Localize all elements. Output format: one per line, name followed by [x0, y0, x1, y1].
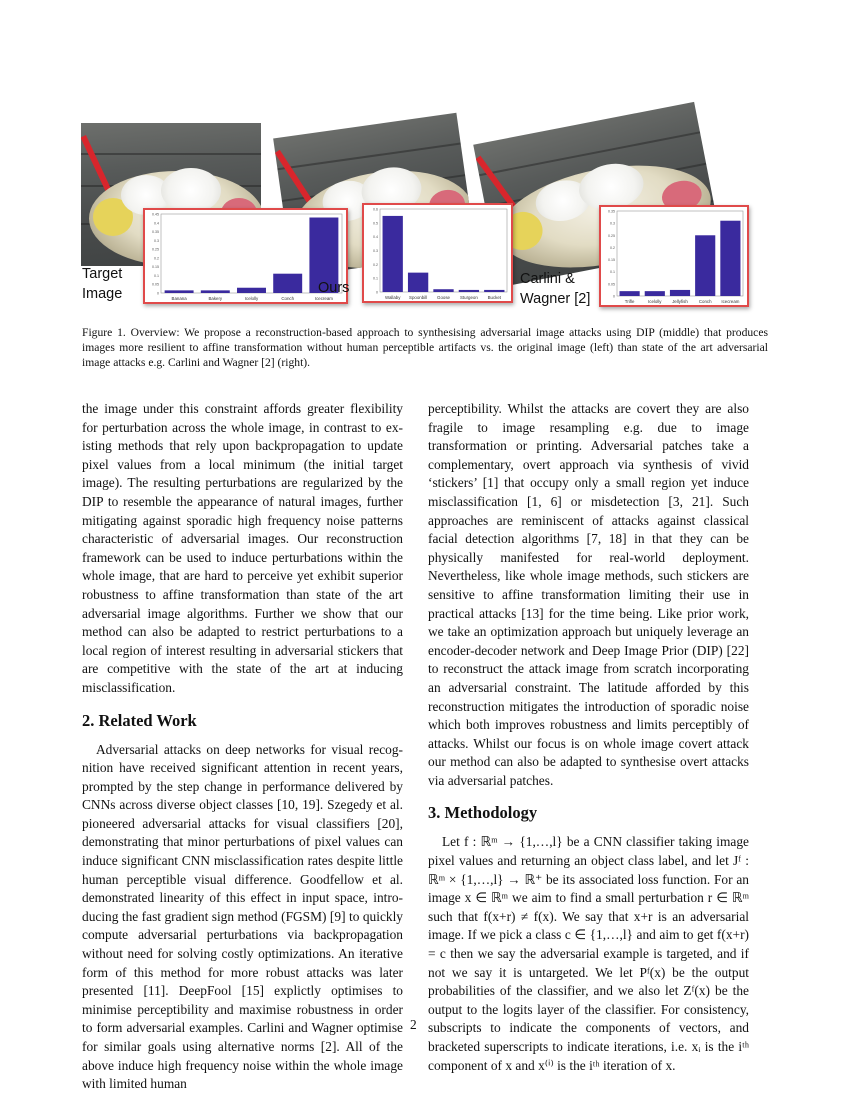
bar-trifle [620, 291, 640, 296]
bar-banana [165, 290, 194, 293]
bar-icelolly [645, 291, 665, 296]
ours-label: Ours [318, 280, 350, 296]
y-tick-label: 0.3 [373, 249, 378, 253]
section-heading-methodology: 3. Methodology [428, 803, 538, 823]
page-number: 2 [410, 1017, 417, 1032]
x-tick-label: Icecream [314, 296, 333, 301]
y-tick-label: 0 [376, 290, 378, 295]
y-tick-label: 0.4 [373, 235, 378, 240]
y-tick-label: 0.3 [610, 221, 615, 226]
y-tick-label: 0 [613, 294, 615, 299]
y-tick-label: 0.05 [152, 282, 159, 287]
x-tick-label: Icelolly [648, 299, 662, 304]
bar-bakery [201, 290, 230, 293]
related-work-paragraph: Adversarial attacks on deep networks for visual recognition have received significant attention in recent years, prompted by the step change in performance delivered by CNNs across diverse object classes [10, 19]. Szegedy et al. pioneered adversarial attacks for visual classifiers [20], demonstrating that minor perturbations of pixel values can induce significant CNN misclassification rates despite little human perceptible visual difference. Goodfellow et al. demonstrated linearity of this effect in input space, introducing the fast gradient sign method (FGSM) [9] to quickly compute adversarial perturbations via backpropagation without need for solving costly optimizations. An iterative form of this method for more robust attacks was later presented [11]. DeepFool [15] explictly optimises to minimise perceptibility and maximise robustness in order to form adversarial examples. Carlini and Wagner optimise for similar goals using alternative norms [2]. All of the above induce high frequency noise within the whole image with limited human [82, 741, 403, 1092]
y-tick-label: 0.05 [608, 282, 615, 287]
carlini-probability-chart [599, 205, 749, 307]
bar-conch [273, 274, 302, 293]
y-tick-label: 0.25 [608, 233, 615, 238]
y-tick-label: 0.3 [154, 238, 159, 243]
y-tick-label: 0.25 [152, 247, 159, 252]
bar-jellyfish [670, 290, 690, 296]
x-tick-label: Spoonbill [409, 295, 428, 300]
y-tick-label: 0.2 [610, 245, 615, 250]
right-column [428, 400, 749, 1075]
bar-conch [695, 235, 715, 296]
y-tick-label: 0.6 [373, 207, 378, 212]
x-tick-label: Conch [698, 299, 712, 304]
y-tick-label: 0.15 [152, 265, 159, 270]
y-tick-label: 0 [157, 291, 159, 296]
y-tick-label: 0.1 [610, 270, 615, 275]
x-tick-label: Wallaby [384, 295, 401, 300]
bar-goose [433, 289, 453, 292]
x-tick-label: Bakery [208, 296, 223, 301]
ours-probability-chart [362, 203, 513, 303]
y-tick-label: 0.2 [154, 256, 159, 261]
y-tick-label: 0.1 [373, 276, 378, 281]
bar-icelolly [237, 288, 266, 293]
bar-wallaby [383, 216, 403, 292]
y-tick-label: 0.5 [373, 221, 378, 226]
related-work-paragraph-cont: perceptibility. Whilst the attacks are covert they are also fragile to image resampling e.g. due to image transformation or printing. Adversarial patches take a complementary, overt approach via synthesis of vivid ‘stickers’ [1] that occupy only a small region yet induce misclassification [1, 6] or misdetection [3, 21]. Such approaches are reminiscent of attacks against classical facial detection algorithms [7, 18] in that they can be physically manifested for real-world deployment. Nevertheless, like whole image methods, such stickers are sensitive to affine transformation limiting their use in practical attacks [13] for the time being. Like prior work, we take an optimization approach but uniquely leverage an encoder-decoder network and Deep Image Prior (DIP) [22] to reconstruct the attack image from scratch incorporating an adversarial constraint. The latitude afforded by this reconstruction mitigates the introduction of sporadic noise which both improves robustness and limits perceptibly of attacks. Whilst our focus is on whole image covert attack our method can also be adapted to synthesise overt attacks via adversarial patches. [428, 401, 749, 788]
y-tick-label: 0.2 [373, 262, 378, 267]
section-heading-related-work: 2. Related Work [82, 710, 197, 730]
x-tick-label: Icelolly [244, 296, 259, 301]
y-tick-label: 0.45 [152, 212, 159, 217]
methodology-paragraph: Let f : ℝᵐ → {1,…,l} be a CNN classifier taking image pixel values and returning an object class label, and let Jᶠ : ℝᵐ × {1,…,l} → ℝ⁺ be its associated loss function. For an image x ∈ ℝᵐ we aim to find a small perturbation r ∈ ℝᵐ such that f(x+r) ≠ f(x). We say that x+r is an adversarial image. If we pick a class c ∈ {1,…,l} and aim to get f(x+r) = c then we say the adversarial example is targeted, and if not we say it is untargeted. We let Pᶠ(x) be the output probabilities of the classifier, and we also let Zᶠ(x) be the output to the logits layer of the classifier. For consistency, subscripts to indicate the components of vectors, and bracketed superscripts to indicate iterations, i.e. xᵢ is the iᵗʰ component of x and x⁽ⁱ⁾ is the iᵗʰ iteration of x. [428, 834, 749, 1073]
y-tick-label: 0.35 [608, 209, 615, 214]
x-tick-label: Jellyfish [672, 299, 688, 304]
x-tick-label: Bucket [487, 295, 502, 300]
x-tick-label: Trifle [624, 299, 635, 304]
y-tick-label: 0.1 [154, 273, 159, 278]
carlini-label: Carlini & Wagner [2] [520, 271, 591, 307]
x-tick-label: Sturgeon [459, 295, 478, 300]
x-tick-label: Banana [171, 296, 187, 301]
bar-bucket [484, 290, 504, 292]
target-image-label: Target Image [82, 266, 123, 302]
left-column [82, 400, 403, 1094]
x-tick-label: Goose [437, 295, 450, 300]
y-tick-label: 0.4 [154, 221, 159, 226]
bar-spoonbill [408, 273, 428, 292]
figure-caption: Figure 1. Overview: We propose a reconstruction-based approach to synthesising adversarial image attacks using DIP (middle) that produces images more resilient to affine transformation without human perceptible artifacts vs. the original image (left) than state of the art adversarial image attacks e.g. Carlini and Wagner [2] (right). [82, 326, 768, 369]
intro-paragraph-end: the image under this constraint affords greater flexibility for perturbation across the whole image, in contrast to existing methods that rely upon backpropagation to update pixel values from a local minimum (the initial target image). The resulting perturbations are regularized by the DIP to resemble the appearance of natural images, further mitigating against sporadic high frequency noise patterns characteristic of adversarial images. Our reconstruction framework can be used to induce perturbations within the whole image, that are hard to perceive yet exhibit superior robustness to affine transformation than state of the art adversarial image algorithms. Further we show that our method can also be adapted to restrict perturbations to a local region of interest resulting in adversarial stickers that are competitive with the state of the art at inducing misclassification. [82, 401, 403, 695]
x-tick-label: Conch [281, 296, 295, 301]
y-tick-label: 0.15 [608, 258, 615, 263]
bar-sturgeon [459, 290, 479, 292]
x-tick-label: Icecream [721, 299, 740, 304]
bar-icecream [720, 221, 740, 296]
y-tick-label: 0.35 [152, 230, 159, 235]
